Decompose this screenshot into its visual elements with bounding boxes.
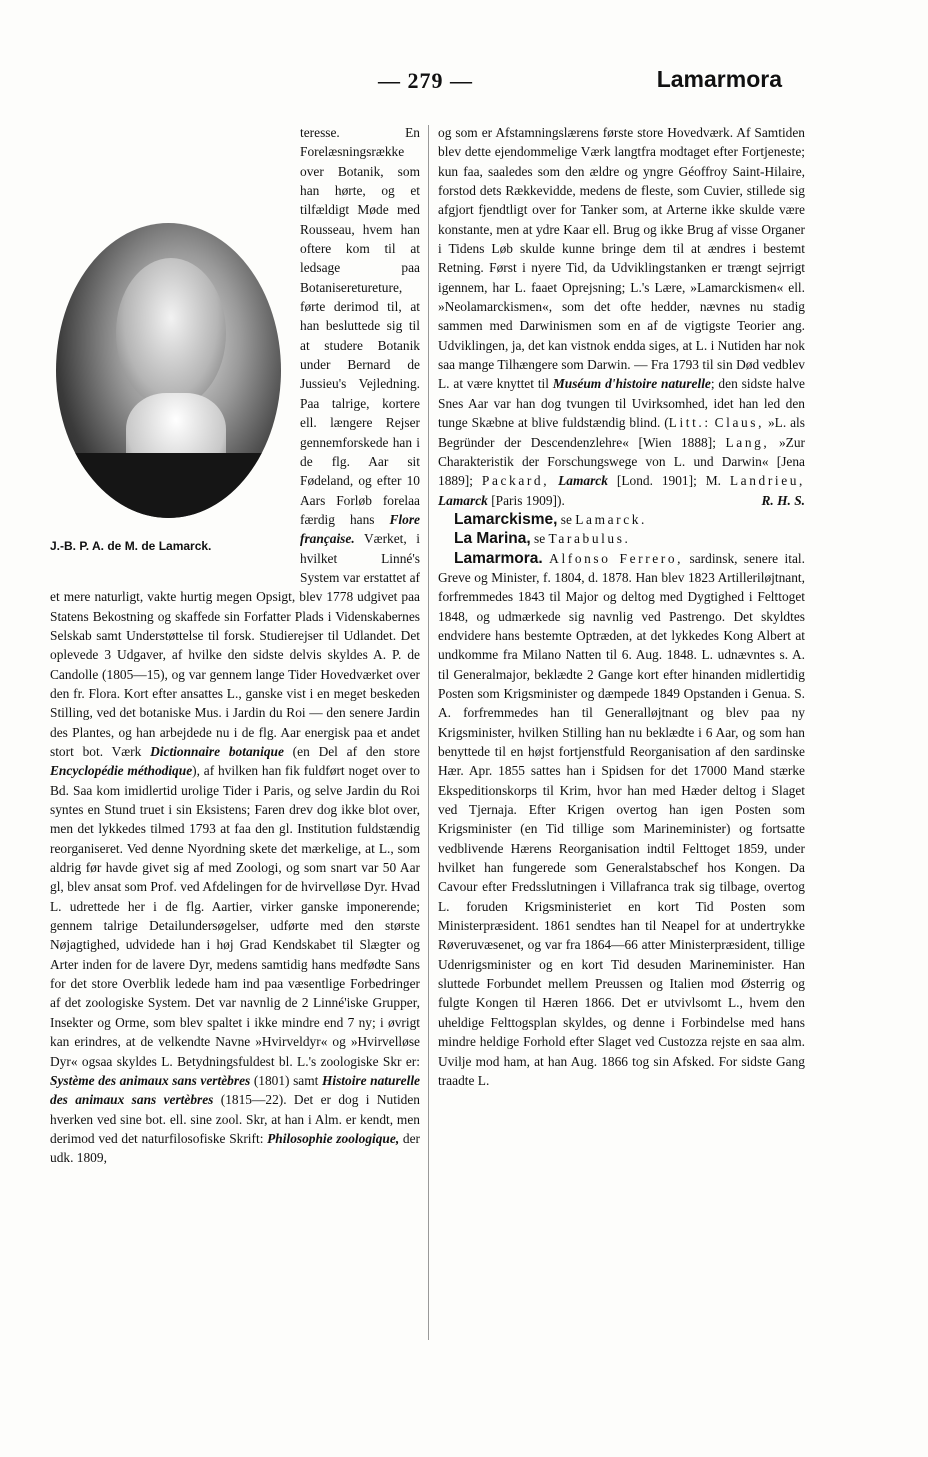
lamarck-article-continued: og som er Afstamningslærens første store Hovedværk. Af Samtiden blev dette ejendommelige Værk langtfra modtaget efter Fortjeneste; kun faa, saaledes som den ældre og yngre Géoffroy Saint-Hilaire, forstod dets Rækkevidde, medens de fleste, som Cuvier, stillede sig afgjort fjendtligt over for Tanker som, at Arterne ikke skulde være konstante, men at ydre Kaar ell. Brug og ikke Brug af visse Organer i Tidens Løb skulde kunne bringe dem til at ændres i bestemt Retning. Først i nyere Tid, da Udviklingstanken er trængt sejrrigt igennem, har L. faaet Oprejsning; L.'s Lære, »Lamarckismen« ell. »Neolamarckismen«, som det ofte hedder, nævnes nu stadig sammen med Darwinismen som en af de vigtigste Teorier ang. Udviklingen, ja, det kan vistnok endda siges, at L. i Nutiden har nok saa mange Tilhængere som Darwin. — Fra 1793 til sin Død vedblev L. at være knyttet til Muséum d'histoire naturelle; den sidste halve Snes Aar var han dog tvungen til Uvirksomhed, idet han led den tunge Skæbne at blive fuldstændig blind. (Litt.: Claus, »L. als Begründer der Descendenzlehre« [Wien 1888]; Lang, »Zur Charakteristik der Forschungswege von L. und Darwin« [Jena 1889]; Packard, Lamarck [Lond. 1901]; M. Landrieu, Lamarck [Paris 1909]). R. H. S. <box>438 123 805 510</box>
running-head: Lamarmora <box>656 66 782 92</box>
entry-lamarmora: Lamarmora. Alfonso Ferrero, sardinsk, senere ital. Greve og Minister, f. 1804, d. 1878. Han blev 1823 Artilleriløjtnant, forfremmedes 1843 til Major og deltog med Dygtighed i Felttoget 1848, og udmærkede sig navnlig ved Pastrengo. Det skyldtes endvidere hans bestemte Optræden, at det lykkedes Kong Albert at undkomme fra Milano Natten til 6. Aug. 1848. L. udnævntes s. A. til Generalmajor, beklædte 2 Gange kort efter hinanden midlertidig Posten som Krigsminister og dæmpede 1849 Opstanden i Genua. S. A. forfremmedes han til Generalløjtnant og blev paa ny Krigsminister, hvilken Stilling han nu beklædte i 6 Aar, og som han benyttede til en højst fortjenstfuld Reorganisation af den sardinske Hær. Apr. 1855 sattes han i Spidsen for det 17000 Mand stærke Ekspeditionskorps til Krim, hvor han med Hæder deltog i Slaget ved Tjernaja. Efter Krigen overtog han igen Posten som Krigsminister (en Tid tillige som Marineminister) og fortsatte vedblivende Hærens Reorganisation indtil Felttoget 1859, under hvilket han fungerede som Generalstabschef hos Kongen. Da Cavour efter Fredsslutningen i Villafranca trak sig tilbage, overtog L. foruden Krigsministeriet en kort Tid Posten som Ministerpræsident. 1861 sendtes han til Neapel for at undertrykke Røveruvæsenet, og var fra 1864—66 atter Ministerpræsident, tillige Udenrigsminister og en kort Tid desuden Marineminister. Han sluttede Forbundet mellem Preussen og Italien mod Østerrig og fulgte Kongen til Hæren 1866. Det er utvivlsomt L., hvem den uheldige Felttogsplan skyldes, og denne i Forbindelse med hans mindre heldige Forhold efter Slaget ved Custozza rejste en saa alm. Uvilje mod ham, at han Aug. 1866 tog sin Afsked. For sidste Gang traadte L. <box>438 549 806 1088</box>
portrait-figure <box>46 123 294 578</box>
column-rule <box>428 125 429 1340</box>
left-column <box>50 123 420 1168</box>
lamarck-article-text: teresse. En Forelæsningsrække over Botanik, som han hørte, og et tilfældigt Møde med Rousseau, hvem han oftere kom til at ledsage paa Botaniseretureture, førte derimod til, at han besluttede sig til at studere Botanik under Bernard de Jussieu's Vejledning. Paa talrige, kortere ell. længere Rejser gennemforskede han i de flg. Aar sit Fødeland, og efter 10 Aars Forløb forelaa færdig hans Flore française. Værket, i hvilket Linné's System var erstattet af et mere naturligt, vakte hurtig megen Opsigt, blev 1778 udgivet paa Statens Bekostning og skaffede sin Forfatter Plads i Videnskabernes Selskab samt Understøttelse til forsk. Studierejser til Udlandet. Det oplevede 3 Udgaver, af hvilke den sidste delvis skyldes A. P. de Candolle (1805—15), og var gennem lange Tider Hovedværket over den fr. Flora. Kort efter ansattes L., ganske vist i en meget beskeden Stilling, ved det botaniske Mus. i Jardin du Roi — den senere Jardin des Plantes, og han arbejdede nu i de flg. Aar energisk paa et andet stort bot. Værk Dictionnaire botanique (en Del af den store Encyclopédie méthodique), af hvilken han fik fuldført noget over to Bd. Saa kom imidlertid urolige Tider i Paris, og selve Jardin du Roi syntes en Stund truet i sin Eksistens; Faren drev dog ikke blot over, men det lykkedes tilmed 1793 at faa den gl. Institution fuldstændig reorganiseret. Ved denne Nyordning skete det mærkelige, at L., som aldrig før havde givet sig af med Zoologi, og som snart var 50 Aar gl, blev ansat som Prof. ved Afdelingen for de hvirvelløse Dyr. Hvad L. udrettede her i de flg. Aartier, virker ganske imponerende; gennem talrige Detailundersøgelser, udførte med den største Nøjagtighed, udvidede han i høj Grad Kendskabet til Slægter og Arter inden for de lavere Dyr, medens samtidig hans medfødte Sans for det store Overblik ledede ham ind paa væsentlige Forbedringer af det zoologiske System. Det var navnlig de 2 Linné'iske Grupper, Insekter og Orme, som blev spaltet i ikke mindre end 7 ny; i øvrigt kan erindres, at de velkendte Navne »Hvirveldyr« og »Hvirvelløse Dyr« ogsaa skyldes L. Betydningsfuldest bl. L.'s zoologiske Skr er: Système des animaux sans vertèbres (1801) samt Histoire naturelle des animaux sans vertèbres (1815—22). Det er dog i Nutiden hverken ved sine bot. ell. sine zool. Skr, at han i Alm. er kendt, men derimod ved det naturfilosofiske Skrift: Philosophie zoologique, der udk. 1809, <box>50 125 421 1166</box>
right-column <box>438 123 805 1090</box>
page-number: — 279 — <box>378 68 473 93</box>
entry-la-marina: La Marina, se Tarabulus. <box>454 530 631 548</box>
page-header <box>0 68 928 102</box>
portrait-caption: J.-B. P. A. de M. de Lamarck. <box>50 539 212 553</box>
portrait-image <box>56 223 281 518</box>
entry-lamarckisme: Lamarckisme, se Lamarck. <box>454 510 647 528</box>
author-signature: R. H. S. <box>761 492 805 508</box>
